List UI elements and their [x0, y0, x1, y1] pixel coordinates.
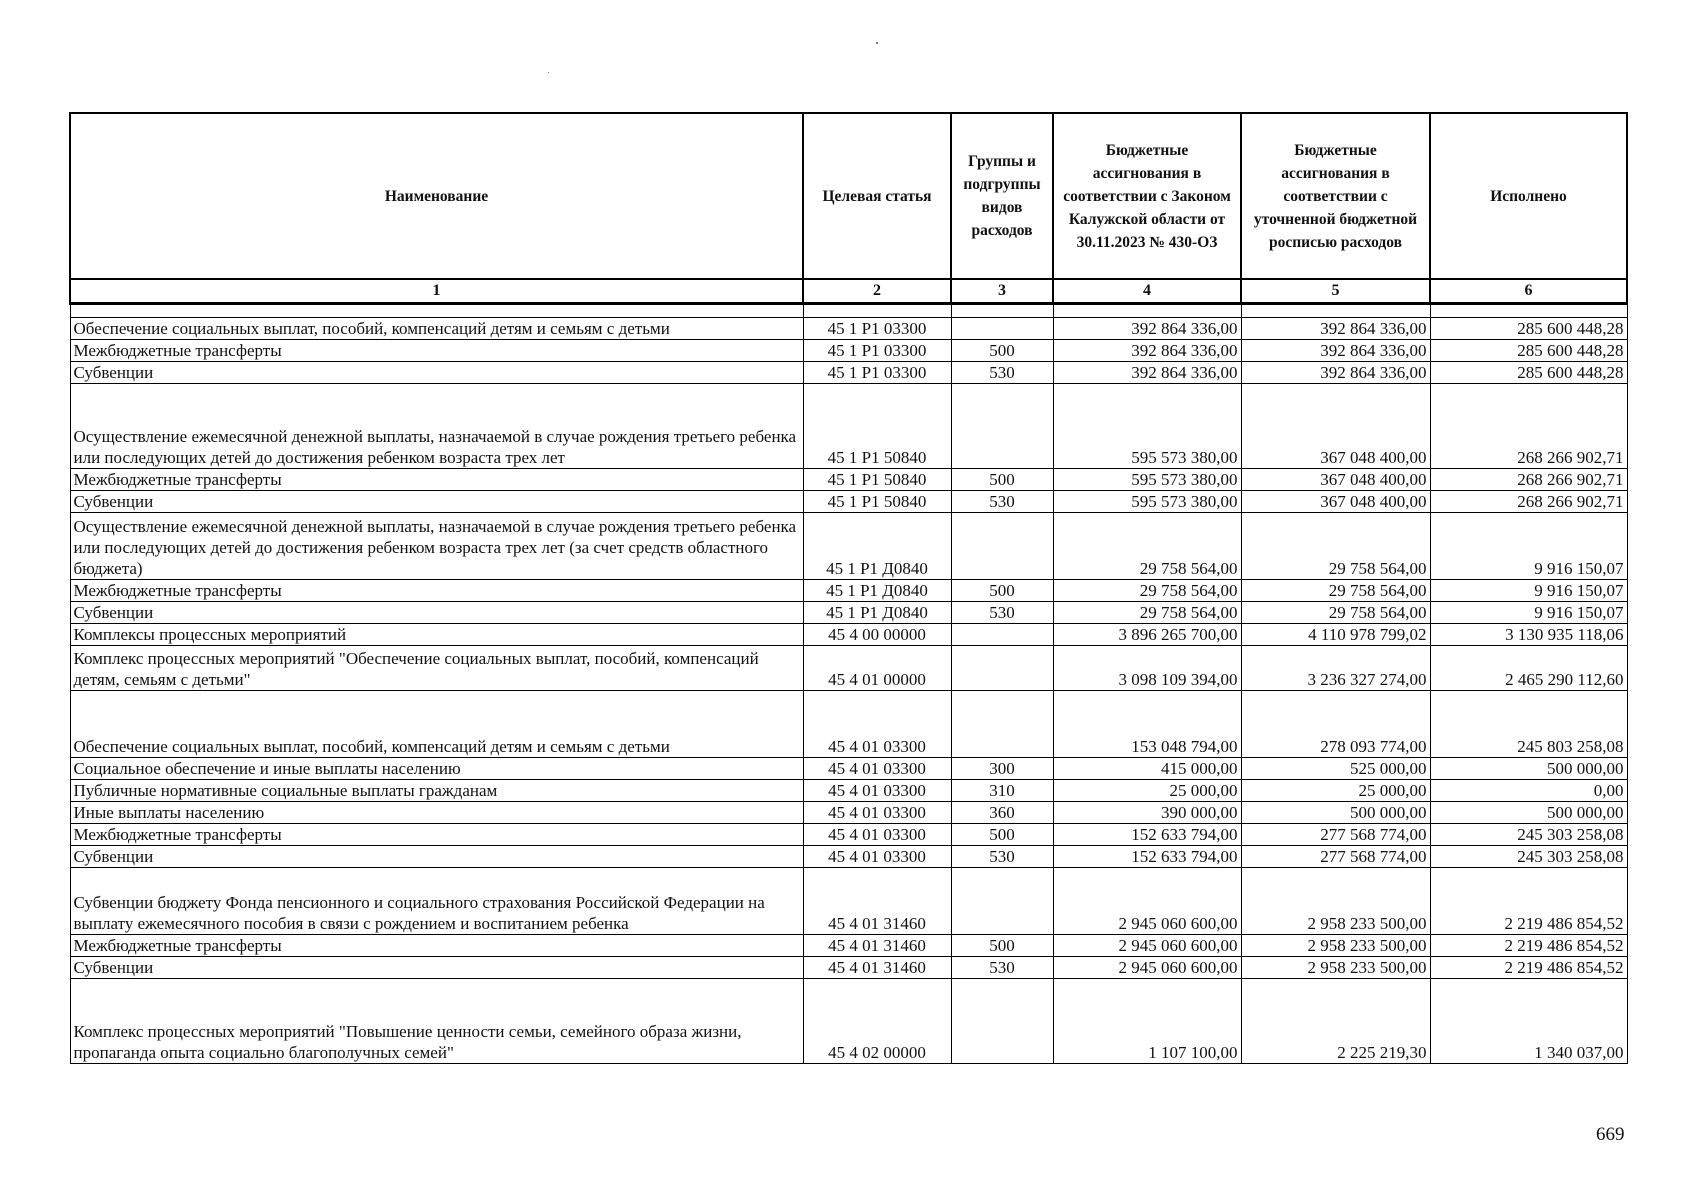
header-expense-groups: Группы и подгруппы видов расходов — [951, 113, 1053, 279]
row-expense-group-cell — [951, 691, 1053, 758]
table-row — [70, 780, 1627, 802]
row-name-cell: Комплекс процессных мероприятий "Обеспечение социальных выплат, пособий, компенсаций детям, семьям с детьми" — [70, 646, 803, 691]
row-name-cell: Межбюджетные трансферты — [70, 935, 803, 957]
table-row — [70, 646, 1627, 691]
row-law-amount-cell: 3 098 109 394,00 — [1053, 646, 1241, 691]
row-expense-group-cell: 300 — [951, 758, 1053, 780]
column-number: 4 — [1053, 279, 1241, 304]
table-row — [70, 846, 1627, 868]
row-target-article-cell: 45 4 01 31460 — [803, 935, 951, 957]
row-name-cell: Обеспечение социальных выплат, пособий, компенсаций детям и семьям с детьми — [70, 691, 803, 758]
table-row — [70, 491, 1627, 513]
header-target-article: Целевая статья — [803, 113, 951, 279]
table-row — [70, 691, 1627, 758]
row-law-amount-cell: 3 896 265 700,00 — [1053, 624, 1241, 646]
table-row — [70, 469, 1627, 491]
row-law-amount-cell: 153 048 794,00 — [1053, 691, 1241, 758]
page-number: 669 — [1596, 1124, 1625, 1145]
row-executed-amount-cell: 268 266 902,71 — [1430, 384, 1627, 469]
row-executed-amount-cell: 2 465 290 112,60 — [1430, 646, 1627, 691]
row-expense-group-cell — [951, 646, 1053, 691]
row-target-article-cell: 45 1 Р1 03300 — [803, 362, 951, 384]
table-row — [70, 602, 1627, 624]
table-row — [70, 957, 1627, 979]
row-name-cell: Субвенции бюджету Фонда пенсионного и социального страхования Российской Федерации на выплату ежемесячного пособия в связи с рождением и воспитанием ребенка — [70, 868, 803, 935]
row-target-article-cell: 45 4 01 03300 — [803, 824, 951, 846]
row-refined-amount-cell: 2 958 233 500,00 — [1241, 868, 1430, 935]
row-refined-amount-cell: 3 236 327 274,00 — [1241, 646, 1430, 691]
row-refined-amount-cell: 29 758 564,00 — [1241, 513, 1430, 580]
row-law-amount-cell: 25 000,00 — [1053, 780, 1241, 802]
row-law-amount-cell: 1 107 100,00 — [1053, 979, 1241, 1064]
row-refined-amount-cell: 525 000,00 — [1241, 758, 1430, 780]
row-name-cell: Субвенции — [70, 491, 803, 513]
row-expense-group-cell: 310 — [951, 780, 1053, 802]
row-refined-amount-cell: 2 958 233 500,00 — [1241, 957, 1430, 979]
row-name-cell: Межбюджетные трансферты — [70, 824, 803, 846]
table-row — [70, 758, 1627, 780]
row-refined-amount-cell: 500 000,00 — [1241, 802, 1430, 824]
row-law-amount-cell: 2 945 060 600,00 — [1053, 935, 1241, 957]
row-name-cell: Субвенции — [70, 846, 803, 868]
header-refined-allocations: Бюджетные ассигнования в соответствии с уточненной бюджетной росписью расходов — [1241, 113, 1430, 279]
row-law-amount-cell: 595 573 380,00 — [1053, 469, 1241, 491]
header-law-allocations: Бюджетные ассигнования в соответствии с Законом Калужской области от 30.11.2023 № 430-ОЗ — [1053, 113, 1241, 279]
row-name-cell: Осуществление ежемесячной денежной выплаты, назначаемой в случае рождения третьего ребенка или последующих детей до достижения ребенком возраста трех лет — [70, 384, 803, 469]
budget-table — [69, 112, 1628, 1064]
row-refined-amount-cell: 277 568 774,00 — [1241, 824, 1430, 846]
row-expense-group-cell — [951, 318, 1053, 340]
column-number-row — [70, 279, 1627, 304]
table-row — [70, 384, 1627, 469]
row-law-amount-cell: 392 864 336,00 — [1053, 362, 1241, 384]
row-refined-amount-cell: 367 048 400,00 — [1241, 384, 1430, 469]
row-executed-amount-cell: 245 303 258,08 — [1430, 824, 1627, 846]
row-target-article-cell: 45 1 Р1 03300 — [803, 318, 951, 340]
row-name-cell: Публичные нормативные социальные выплаты гражданам — [70, 780, 803, 802]
table-row — [70, 979, 1627, 1064]
row-target-article-cell: 45 4 01 03300 — [803, 691, 951, 758]
row-executed-amount-cell: 9 916 150,07 — [1430, 602, 1627, 624]
row-expense-group-cell — [951, 979, 1053, 1064]
row-executed-amount-cell: 500 000,00 — [1430, 758, 1627, 780]
row-law-amount-cell: 29 758 564,00 — [1053, 580, 1241, 602]
row-refined-amount-cell: 367 048 400,00 — [1241, 469, 1430, 491]
table-row — [70, 318, 1627, 340]
row-law-amount-cell: 2 945 060 600,00 — [1053, 957, 1241, 979]
row-executed-amount-cell: 268 266 902,71 — [1430, 491, 1627, 513]
row-expense-group-cell: 500 — [951, 580, 1053, 602]
row-name-cell: Социальное обеспечение и иные выплаты населению — [70, 758, 803, 780]
table-body — [70, 304, 1627, 1064]
row-executed-amount-cell: 9 916 150,07 — [1430, 580, 1627, 602]
row-expense-group-cell: 530 — [951, 362, 1053, 384]
row-executed-amount-cell: 500 000,00 — [1430, 802, 1627, 824]
table-row — [70, 580, 1627, 602]
row-target-article-cell: 45 4 01 03300 — [803, 758, 951, 780]
table-row — [70, 513, 1627, 580]
row-refined-amount-cell: 29 758 564,00 — [1241, 580, 1430, 602]
row-target-article-cell: 45 1 Р1 50840 — [803, 469, 951, 491]
row-executed-amount-cell: 268 266 902,71 — [1430, 469, 1627, 491]
row-executed-amount-cell: 285 600 448,28 — [1430, 318, 1627, 340]
row-executed-amount-cell: 2 219 486 854,52 — [1430, 935, 1627, 957]
row-expense-group-cell — [951, 513, 1053, 580]
row-target-article-cell: 45 1 Р1 50840 — [803, 491, 951, 513]
column-number: 6 — [1430, 279, 1627, 304]
row-target-article-cell: 45 4 02 00000 — [803, 979, 951, 1064]
scan-speck — [548, 72, 549, 73]
table-row — [70, 624, 1627, 646]
row-expense-group-cell: 500 — [951, 469, 1053, 491]
row-refined-amount-cell: 392 864 336,00 — [1241, 318, 1430, 340]
row-target-article-cell: 45 1 Р1 03300 — [803, 340, 951, 362]
row-name-cell: Субвенции — [70, 362, 803, 384]
row-name-cell: Осуществление ежемесячной денежной выплаты, назначаемой в случае рождения третьего ребенка или последующих детей до достижения ребенком возраста трех лет (за счет средств областного бюджета) — [70, 513, 803, 580]
row-expense-group-cell — [951, 384, 1053, 469]
row-expense-group-cell: 500 — [951, 824, 1053, 846]
row-executed-amount-cell: 245 803 258,08 — [1430, 691, 1627, 758]
table-row — [70, 802, 1627, 824]
row-name-cell: Межбюджетные трансферты — [70, 580, 803, 602]
scan-speck — [876, 42, 878, 44]
row-law-amount-cell: 390 000,00 — [1053, 802, 1241, 824]
row-law-amount-cell: 595 573 380,00 — [1053, 491, 1241, 513]
spacer-row — [70, 304, 1627, 318]
row-refined-amount-cell: 4 110 978 799,02 — [1241, 624, 1430, 646]
row-target-article-cell: 45 4 01 03300 — [803, 846, 951, 868]
row-executed-amount-cell: 1 340 037,00 — [1430, 979, 1627, 1064]
header-row — [70, 113, 1627, 279]
row-target-article-cell: 45 1 Р1 50840 — [803, 384, 951, 469]
row-refined-amount-cell: 29 758 564,00 — [1241, 602, 1430, 624]
row-expense-group-cell: 500 — [951, 340, 1053, 362]
row-expense-group-cell: 530 — [951, 957, 1053, 979]
row-name-cell: Субвенции — [70, 957, 803, 979]
table-row — [70, 868, 1627, 935]
row-executed-amount-cell: 2 219 486 854,52 — [1430, 957, 1627, 979]
row-name-cell: Обеспечение социальных выплат, пособий, компенсаций детям и семьям с детьми — [70, 318, 803, 340]
row-target-article-cell: 45 4 01 31460 — [803, 868, 951, 935]
row-target-article-cell: 45 1 Р1 Д0840 — [803, 513, 951, 580]
row-executed-amount-cell: 9 916 150,07 — [1430, 513, 1627, 580]
header-executed: Исполнено — [1430, 113, 1627, 279]
column-number: 3 — [951, 279, 1053, 304]
row-name-cell: Комплексы процессных мероприятий — [70, 624, 803, 646]
row-refined-amount-cell: 277 568 774,00 — [1241, 846, 1430, 868]
row-executed-amount-cell: 3 130 935 118,06 — [1430, 624, 1627, 646]
row-refined-amount-cell: 2 958 233 500,00 — [1241, 935, 1430, 957]
column-number: 1 — [70, 279, 803, 304]
row-law-amount-cell: 595 573 380,00 — [1053, 384, 1241, 469]
row-expense-group-cell: 530 — [951, 602, 1053, 624]
row-refined-amount-cell: 2 225 219,30 — [1241, 979, 1430, 1064]
row-target-article-cell: 45 1 Р1 Д0840 — [803, 602, 951, 624]
row-expense-group-cell: 530 — [951, 491, 1053, 513]
budget-sheet — [69, 112, 1626, 1064]
row-expense-group-cell: 500 — [951, 935, 1053, 957]
column-number: 5 — [1241, 279, 1430, 304]
row-name-cell: Иные выплаты населению — [70, 802, 803, 824]
row-refined-amount-cell: 25 000,00 — [1241, 780, 1430, 802]
row-law-amount-cell: 415 000,00 — [1053, 758, 1241, 780]
row-executed-amount-cell: 0,00 — [1430, 780, 1627, 802]
row-target-article-cell: 45 4 01 03300 — [803, 780, 951, 802]
table-row — [70, 340, 1627, 362]
row-executed-amount-cell: 285 600 448,28 — [1430, 340, 1627, 362]
column-number: 2 — [803, 279, 951, 304]
row-law-amount-cell: 392 864 336,00 — [1053, 318, 1241, 340]
table-row — [70, 824, 1627, 846]
row-name-cell: Субвенции — [70, 602, 803, 624]
row-expense-group-cell: 530 — [951, 846, 1053, 868]
row-refined-amount-cell: 367 048 400,00 — [1241, 491, 1430, 513]
row-law-amount-cell: 29 758 564,00 — [1053, 602, 1241, 624]
table-row — [70, 362, 1627, 384]
row-law-amount-cell: 392 864 336,00 — [1053, 340, 1241, 362]
row-executed-amount-cell: 2 219 486 854,52 — [1430, 868, 1627, 935]
header-name: Наименование — [70, 113, 803, 279]
row-law-amount-cell: 29 758 564,00 — [1053, 513, 1241, 580]
row-target-article-cell: 45 4 01 00000 — [803, 646, 951, 691]
row-name-cell: Межбюджетные трансферты — [70, 340, 803, 362]
row-target-article-cell: 45 1 Р1 Д0840 — [803, 580, 951, 602]
row-target-article-cell: 45 4 01 03300 — [803, 802, 951, 824]
row-name-cell: Межбюджетные трансферты — [70, 469, 803, 491]
row-law-amount-cell: 152 633 794,00 — [1053, 846, 1241, 868]
row-executed-amount-cell: 245 303 258,08 — [1430, 846, 1627, 868]
row-law-amount-cell: 152 633 794,00 — [1053, 824, 1241, 846]
row-law-amount-cell: 2 945 060 600,00 — [1053, 868, 1241, 935]
row-expense-group-cell: 360 — [951, 802, 1053, 824]
row-target-article-cell: 45 4 00 00000 — [803, 624, 951, 646]
row-expense-group-cell — [951, 624, 1053, 646]
row-refined-amount-cell: 392 864 336,00 — [1241, 362, 1430, 384]
row-refined-amount-cell: 392 864 336,00 — [1241, 340, 1430, 362]
row-executed-amount-cell: 285 600 448,28 — [1430, 362, 1627, 384]
row-expense-group-cell — [951, 868, 1053, 935]
row-target-article-cell: 45 4 01 31460 — [803, 957, 951, 979]
row-name-cell: Комплекс процессных мероприятий "Повышение ценности семьи, семейного образа жизни, пропаганда опыта социально благополучных семей" — [70, 979, 803, 1064]
table-row — [70, 935, 1627, 957]
row-refined-amount-cell: 278 093 774,00 — [1241, 691, 1430, 758]
